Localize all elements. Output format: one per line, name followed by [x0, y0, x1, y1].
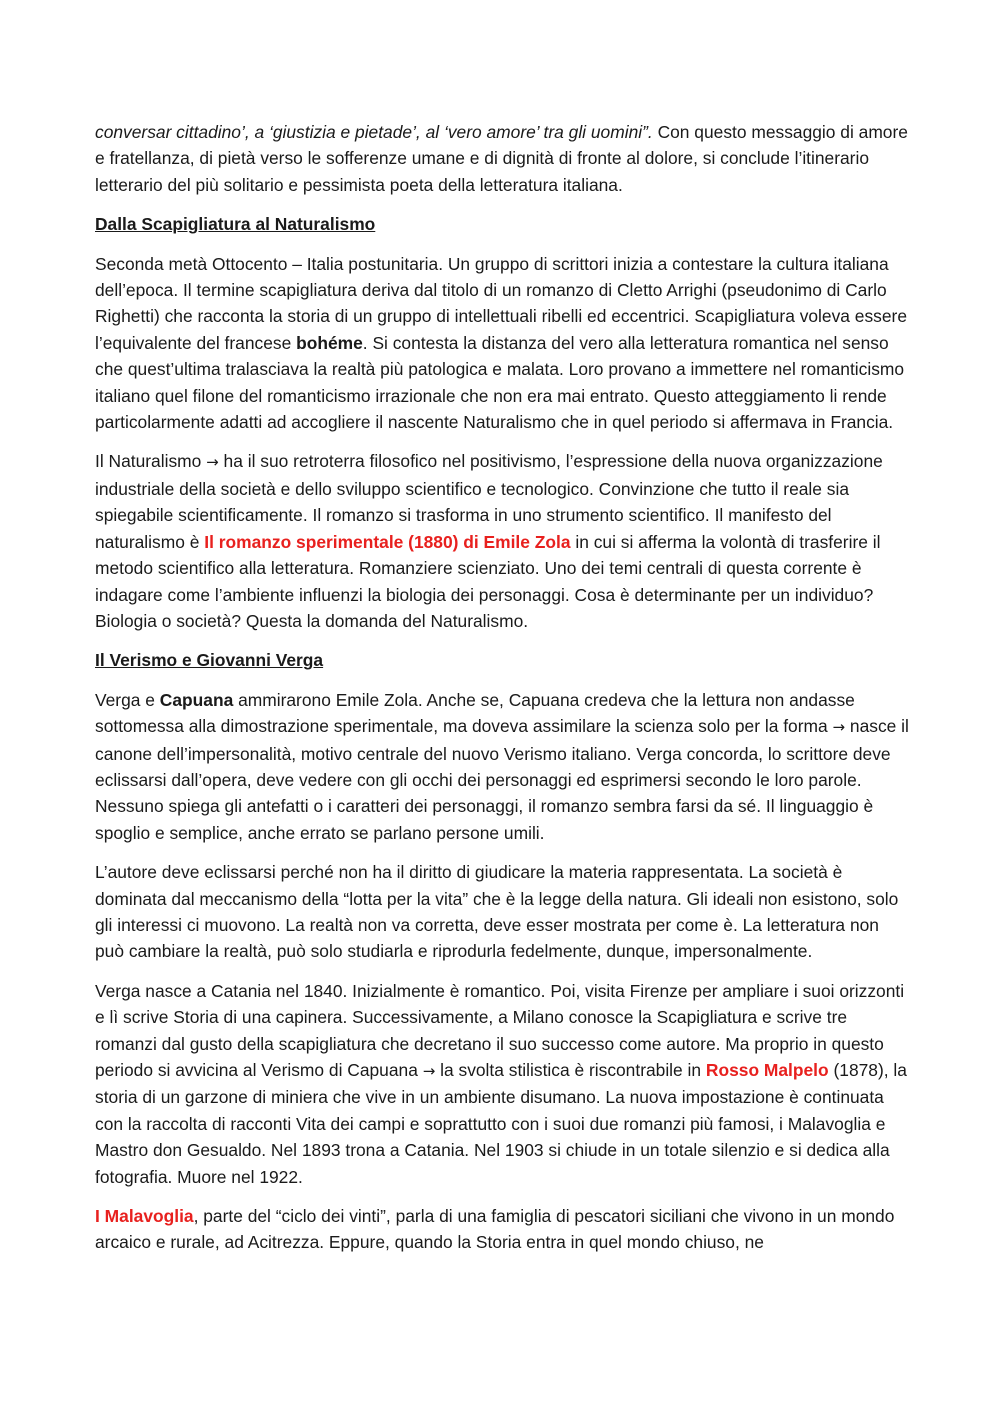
paragraph-text: Verga nasce a Catania nel 1840. Inizialmente è romantico. Poi, visita Firenze per ampliare i suoi orizzonti e lì scrive Storia di una capinera. Successivamente, a Milano conosce la Scapigliatura e scrive tre romanzi dal gusto della scapigliatura che decretano il suo successo come autore. Ma proprio in questo periodo si avvicina al Verismo di Capuana: [95, 980, 905, 1080]
paragraph-text: Verga e: [95, 689, 160, 710]
section-heading-scapigliatura: Dalla Scapigliatura al Naturalismo: [95, 214, 376, 235]
arrow-right-icon: →: [206, 453, 219, 472]
italic-quote: conversar cittadino’, a ‘giustizia e pietade’, al ‘vero amore’ tra gli uomini”.: [95, 122, 653, 142]
highlight-rosso-malpelo: Rosso Malpelo: [705, 1060, 829, 1080]
paragraph-scapigliatura: [95, 251, 910, 436]
paragraph-text: ha il suo retroterra filosofico nel positivismo, l’espressione della nuova organizzazione industriale della società e dello sviluppo scientifico e tecnologico. Convinzione che tutto il reale sia spiegabile scientificamente. Il romanzo si trasforma in uno strumento scientifico. Il manifesto del naturalismo è: [95, 451, 883, 552]
bold-term-capuana: Capuana: [159, 689, 234, 710]
paragraph-verga-capuana: [95, 687, 910, 846]
paragraph-text: nasce il canone dell’impersonalità, motivo centrale del nuovo Verismo italiano. Verga concorda, lo scrittore deve eclissarsi dall’opera, deve vedere con gli occhi dei personaggi ed esprimersi secondo le loro parole. Nessuno spiega gli antefatti o i caratteri dei personaggi, il romanzo sembra farsi da sé. Il linguaggio è spoglio e semplice, anche errato se parlano persone umili.: [95, 716, 909, 843]
paragraph-naturalismo: [95, 448, 910, 634]
document-body: [95, 119, 910, 1269]
paragraph-text: ammirarono Emile Zola. Anche se, Capuana credeva che la lettura non andasse sottomessa alla dimostrazione sperimentale, ma doveva assimilare la scienza solo per la forma: [95, 689, 855, 737]
paragraph-text: . Si contesta la distanza del vero alla letteratura romantica nel senso che quest’ultima tralasciava la realtà più patologica e malata. Loro provano a immettere nel romanticismo italiano quel filone del romanticismo irrazionale che non era mai entrato. Questo atteggiamento li rende particolarmente adatti ad accogliere il nascente Naturalismo che in quel periodo si affermava in Francia.: [95, 332, 905, 433]
paragraph-malavoglia: [95, 1203, 910, 1256]
highlight-romanzo-sperimentale: Il romanzo sperimentale (1880) di Emile Zola: [204, 531, 571, 552]
arrow-right-icon: →: [422, 1062, 436, 1080]
highlight-malavoglia: I Malavoglia: [95, 1206, 194, 1227]
section-heading-verismo: Il Verismo e Giovanni Verga: [95, 650, 324, 671]
bold-term-boheme: bohéme: [296, 332, 363, 353]
paragraph-verga-biografia: [95, 978, 910, 1190]
paragraph-text: , parte del “ciclo dei vinti”, parla di una famiglia di pescatori siciliani che vivono in un mondo arcaico e rurale, ad Acitrezza. Eppure, quando la Storia entra in quel mondo chiuso, ne: [95, 1206, 895, 1253]
paragraph-impersonalita: L’autore deve eclissarsi perché non ha il diritto di giudicare la materia rappresentata. La società è dominata dal meccanismo della “lotta per la vita” che è la legge della natura. Gli ideali non esistono, solo gli interessi ci muovono. La realtà non va corretta, deve esser mostrata per come è. La letteratura non può cambiare la realtà, può solo studiarla e riprodurla fedelmente, dunque, impersonalmente.: [95, 862, 899, 962]
paragraph-leopardi-conclusion: [95, 119, 910, 198]
paragraph-text: Il Naturalismo: [95, 451, 207, 472]
paragraph-text: la svolta stilistica è riscontrabile in: [435, 1060, 706, 1080]
paragraph-text: in cui si afferma la volontà di trasferire il metodo scientifico alla letteratura. Romanziere scienziato. Uno dei temi centrali di questa corrente è indagare come l’ambiente influenzi la biologia dei personaggi. Cosa è determinante per un individuo? Biologia o società? Questa la domanda del Naturalismo.: [95, 531, 881, 631]
paragraph-text: Seconda metà Ottocento – Italia postunitaria. Un gruppo di scrittori inizia a contestare la cultura italiana dell’epoca. Il termine scapigliatura deriva dal titolo di un romanzo di Cletto Arrighi (pseudonimo di Carlo Righetti) che racconta la storia di un gruppo di intellettuali ribelli ed eccentrici. Scapigliatura voleva essere l’equivalente del francese: [95, 253, 907, 353]
arrow-right-icon: →: [832, 718, 846, 737]
paragraph-text: (1878), la storia di un garzone di miniera che vive in un ambiente disumano. La nuova impostazione è continuata con la raccolta di racconti Vita dei campi e soprattutto con i suoi due romanzi più famosi, i Malavoglia e Mastro don Gesualdo. Nel 1893 trona a Catania. Nel 1903 si chiude in un totale silenzio e si dedica alla fotografia. Muore nel 1922.: [95, 1060, 907, 1187]
paragraph-text: Con questo messaggio di amore e fratellanza, di pietà verso le sofferenze umane e di dignità di fronte al dolore, si conclude l’itinerario letterario del più solitario e pessimista poeta della letteratura italiana.: [95, 122, 908, 195]
